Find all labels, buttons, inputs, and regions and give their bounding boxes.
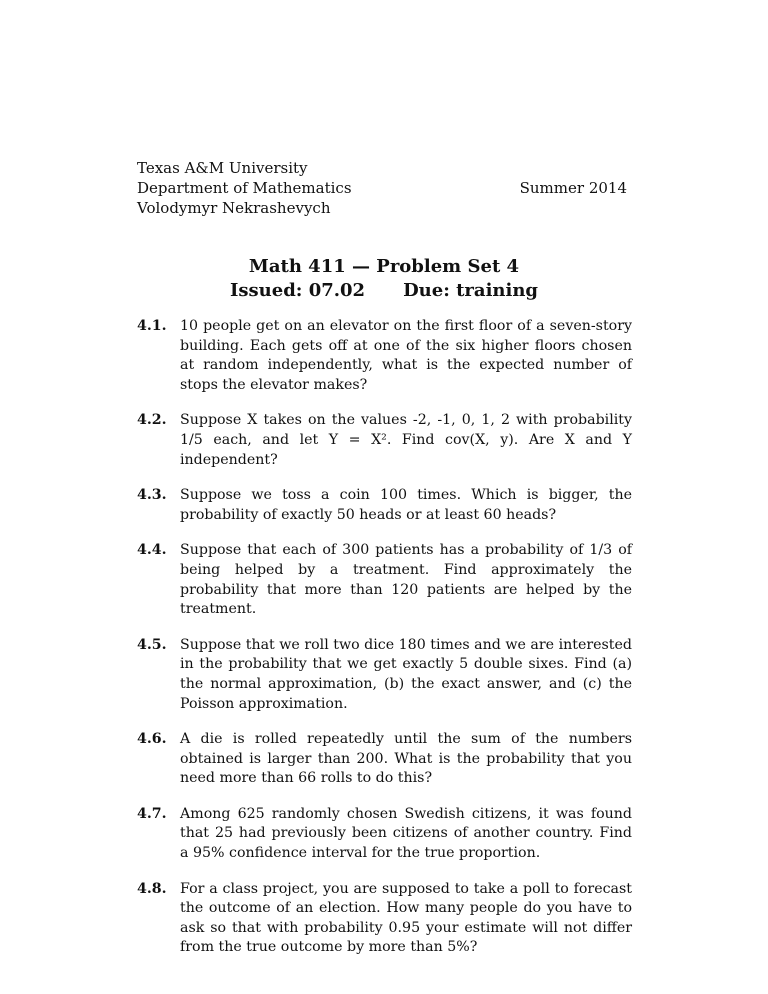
problem-text: Suppose we toss a coin 100 times. Which is bigger, the probability of exactly 50 heads or at least 60 heads? [180, 487, 632, 523]
problem-text: Among 625 randomly chosen Swedish citizens, it was found that 25 had previously been citizens of another country. Find a 95% confidence interval for the true proportion. [180, 805, 632, 862]
problem-item [137, 317, 632, 395]
problem-number: 4.5. [137, 636, 167, 653]
problem-text: Suppose that each of 300 patients has a probability of 1/3 of being helped by a treatment. Find approximately the probability that more than 120 patients are helped by the treatment. [180, 542, 632, 618]
problem-number: 4.2. [137, 412, 167, 429]
problem-text: Suppose X takes on the values -2, -1, 0, 1, 2 with probability 1/5 each, and let Y = X². Find cov(X, y). Are X and Y independent? [180, 412, 632, 468]
problem-text: Suppose that we roll two dice 180 times and we are interested in the probability that we get exactly 5 double sixes. Find (a) the normal approximation, (b) the exact answer, and (c) the Poisson approximation. [180, 636, 632, 712]
problem-list [137, 317, 632, 974]
dates-line [0, 279, 768, 303]
problem-number: 4.6. [137, 731, 167, 748]
header-institution-block [137, 158, 352, 218]
problem-item [137, 636, 632, 714]
problem-item [137, 411, 632, 470]
problem-text: For a class project, you are supposed to take a poll to forecast the outcome of an election. How many people do you have to ask so that with probability 0.95 your estimate will not differ from the true outcome by more than 5%? [180, 880, 632, 956]
problem-text: 10 people get on an elevator on the first floor of a seven-story building. Each gets off at one of the six higher floors chosen at random independently, what is the expected number of stops the elevator makes? [180, 318, 632, 393]
problem-number: 4.3. [137, 487, 167, 504]
university-name: Texas A&M University [137, 159, 308, 177]
term-label: Summer 2014 [519, 179, 627, 197]
problem-item [137, 730, 632, 789]
issued-date: Issued: 07.02 [229, 280, 366, 301]
problem-number: 4.1. [137, 318, 167, 334]
page-title: Math 411 — Problem Set 4 [248, 256, 520, 277]
problem-text: A die is rolled repeatedly until the sum of the numbers obtained is larger than 200. What is the probability that you need more than 66 rolls to do this? [180, 731, 632, 787]
department-name: Department of Mathematics [137, 179, 352, 197]
instructor-name: Volodymyr Nekrashevych [137, 199, 331, 217]
due-date: Due: training [403, 280, 539, 301]
problem-item [137, 880, 632, 958]
problem-number: 4.4. [137, 542, 167, 559]
problem-number: 4.7. [137, 805, 167, 822]
problem-item [137, 805, 632, 864]
problem-item [137, 541, 632, 619]
problem-number: 4.8. [137, 880, 167, 897]
title-block [0, 255, 768, 303]
problem-item [137, 486, 632, 525]
